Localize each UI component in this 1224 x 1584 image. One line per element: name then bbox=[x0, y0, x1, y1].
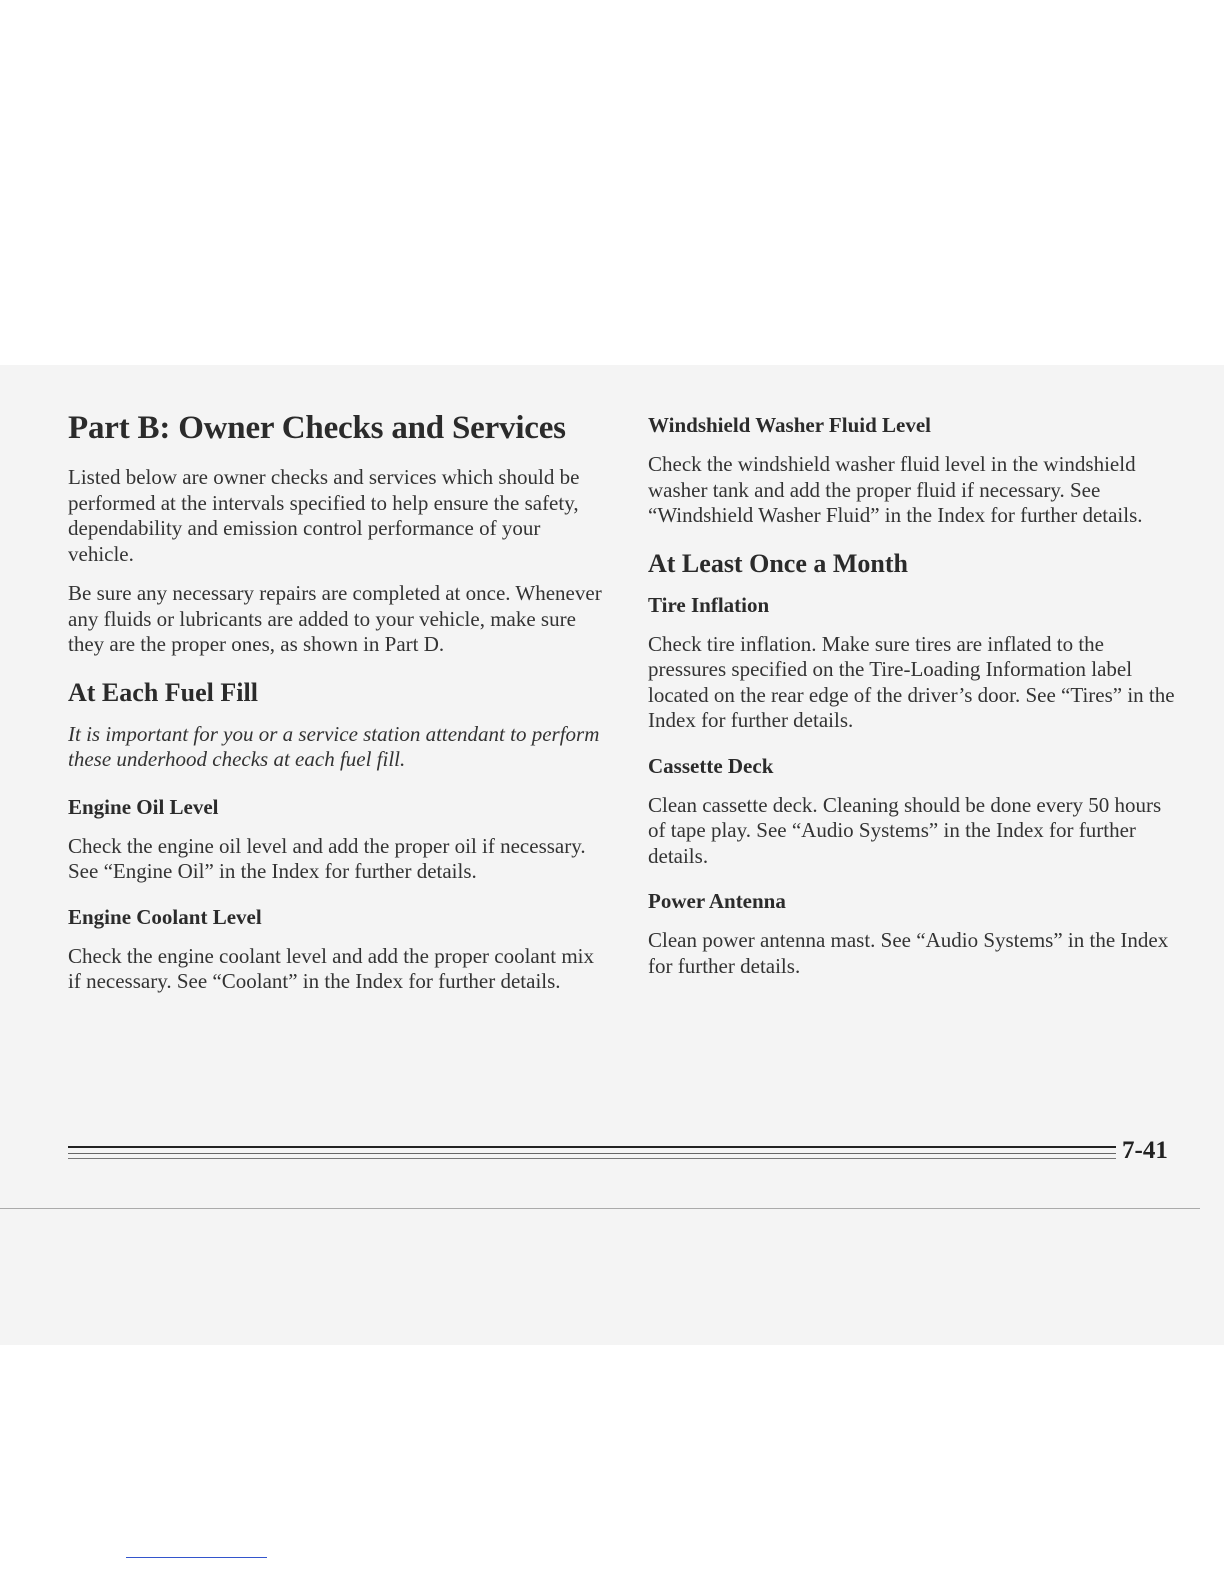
intro-paragraph-2: Be sure any necessary repairs are completed at once. Whenever any fluids or lubricants are added to your vehicle, make sure they are the proper ones, as shown in Part D. bbox=[68, 581, 602, 656]
tire-inflation-text: Check tire inflation. Make sure tires are inflated to the pressures specified on the Tire-Loading Information label located on the rear edge of the driver’s door. See “Tires” in the Index for further details. bbox=[648, 631, 1175, 732]
washer-fluid-text: Check the windshield washer fluid level in the windshield washer tank and add the proper fluid if necessary. See “Windshield Washer Fluid” in the Index for further details. bbox=[648, 452, 1143, 527]
engine-oil-text: Check the engine oil level and add the proper oil if necessary. See “Engine Oil” in the Index for further details. bbox=[68, 833, 586, 883]
fuel-fill-note: It is important for you or a service station attendant to perform these underhood checks at each fuel fill. bbox=[68, 721, 600, 771]
scan-edge-line bbox=[0, 1208, 1200, 1209]
power-antenna-text: Clean power antenna mast. See “Audio Systems” in the Index for further details. bbox=[648, 928, 1169, 978]
left-column bbox=[68, 410, 608, 1009]
power-antenna-heading: Power Antenna bbox=[648, 889, 786, 913]
footer-link-underline bbox=[126, 1557, 267, 1558]
monthly-heading: At Least Once a Month bbox=[648, 548, 908, 578]
footer-rules bbox=[68, 1140, 1118, 1164]
footer-rule-thick bbox=[68, 1146, 1116, 1148]
engine-coolant-heading: Engine Coolant Level bbox=[68, 904, 262, 929]
page-number: 7-41 bbox=[1122, 1137, 1168, 1164]
engine-coolant-text: Check the engine coolant level and add the proper coolant mix if necessary. See “Coolant” in the Index for further details. bbox=[68, 943, 594, 993]
fuel-fill-heading: At Each Fuel Fill bbox=[68, 677, 258, 707]
footer-rule-thin bbox=[68, 1153, 1116, 1154]
right-column bbox=[648, 413, 1183, 993]
intro-paragraph-1: Listed below are owner checks and services which should be performed at the intervals specified to help ensure the safety, dependability and emission control performance of your vehicle. bbox=[68, 465, 580, 566]
washer-fluid-heading: Windshield Washer Fluid Level bbox=[648, 413, 931, 437]
cassette-deck-text: Clean cassette deck. Cleaning should be done every 50 hours of tape play. See “Audio Systems” in the Index for further details. bbox=[648, 792, 1162, 868]
tire-inflation-heading: Tire Inflation bbox=[648, 592, 770, 617]
page-title: Part B: Owner Checks and Services bbox=[68, 410, 566, 446]
footer-rule-thin bbox=[68, 1158, 1116, 1159]
engine-oil-heading: Engine Oil Level bbox=[68, 794, 219, 819]
cassette-deck-heading: Cassette Deck bbox=[648, 753, 774, 778]
